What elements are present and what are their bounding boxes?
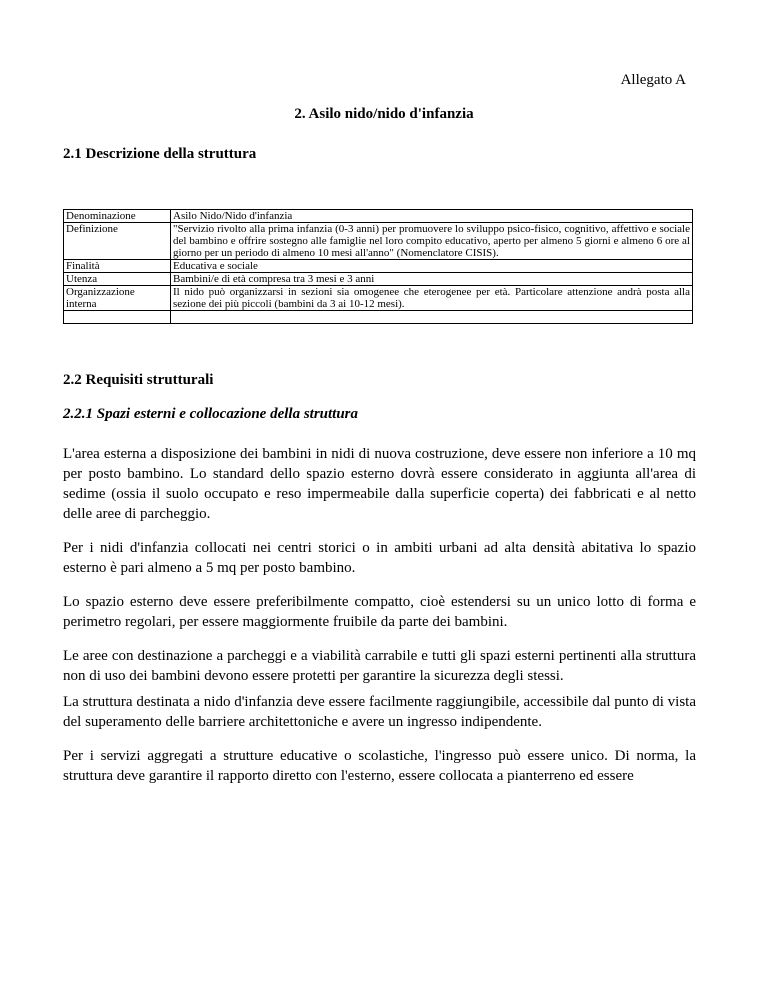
subsection-heading-2-2-1: 2.2.1 Spazi esterni e collocazione della struttura bbox=[63, 406, 359, 422]
table-row-empty bbox=[64, 311, 693, 324]
document-title: 2. Asilo nido/nido d'infanzia bbox=[294, 106, 474, 122]
table-row bbox=[64, 260, 693, 273]
table-key-cell bbox=[64, 311, 171, 324]
structure-description-table bbox=[63, 209, 693, 324]
paragraph: La struttura destinata a nido d'infanzia deve essere facilmente raggiungibile, accessibile dal punto di vista del superamento delle barriere architettoniche e avere un ingresso indipendente. bbox=[63, 694, 696, 730]
body-text bbox=[63, 444, 696, 800]
paragraph: L'area esterna a disposizione dei bambini in nidi di nuova costruzione, deve essere non inferiore a 10 mq per posto bambino. Lo standard dello spazio esterno dovrà essere considerato in aggiunta all'area di sedime (ossia il suolo occupato e reso impermeabile dalla superficie coperta) dei fabbricati e al netto delle aree di parcheggio. bbox=[63, 446, 696, 522]
table-row bbox=[64, 223, 693, 260]
table-row bbox=[64, 273, 693, 286]
table-row bbox=[64, 286, 693, 311]
section-heading-2-1: 2.1 Descrizione della struttura bbox=[63, 146, 257, 162]
table-value-cell: Educativa e sociale bbox=[171, 260, 693, 273]
attachment-label: Allegato A bbox=[620, 72, 686, 88]
table-key-cell: Utenza bbox=[64, 273, 171, 286]
table-value-cell: "Servizio rivolto alla prima infanzia (0-3 anni) per promuovere lo sviluppo psico-fisico, cognitivo, affettivo e sociale del bambino e offrire sostegno alle famiglie nel loro compito educativo, aperto per almeno 5 giorni e almeno 6 ore al giorno per un periodo di almeno 10 mesi all'anno" (Nomenclatore CISIS). bbox=[171, 223, 693, 260]
table-row bbox=[64, 210, 693, 223]
table-key-cell: Definizione bbox=[64, 223, 171, 260]
table-key-cell: Organizzazione interna bbox=[64, 286, 171, 311]
paragraph: Lo spazio esterno deve essere preferibilmente compatto, cioè estendersi su un unico lotto di forma e perimetro regolari, per essere maggiormente fruibile da parte dei bambini. bbox=[63, 594, 696, 630]
section-heading-2-2: 2.2 Requisiti strutturali bbox=[63, 372, 214, 388]
paragraph: Per i servizi aggregati a strutture educative o scolastiche, l'ingresso può essere unico. Di norma, la struttura deve garantire il rapporto diretto con l'esterno, essere collocata a pianterreno ed essere bbox=[63, 748, 696, 784]
table-key-cell: Denominazione bbox=[64, 210, 171, 223]
table-key-cell: Finalità bbox=[64, 260, 171, 273]
table-value-cell: Il nido può organizzarsi in sezioni sia omogenee che eterogenee per età. Particolare attenzione andrà posta alla sezione dei più piccoli (bambini da 3 ai 10-12 mesi). bbox=[171, 286, 693, 311]
table-value-cell bbox=[171, 311, 693, 324]
paragraph: Le aree con destinazione a parcheggi e a viabilità carrabile e tutti gli spazi esterni pertinenti alla struttura non di uso dei bambini devono essere protetti per garantire la sicurezza degli stessi. bbox=[63, 648, 696, 684]
table-value-cell: Bambini/e di età compresa tra 3 mesi e 3 anni bbox=[171, 273, 693, 286]
table-value-cell: Asilo Nido/Nido d'infanzia bbox=[171, 210, 693, 223]
paragraph: Per i nidi d'infanzia collocati nei centri storici o in ambiti urbani ad alta densità abitativa lo spazio esterno è pari almeno a 5 mq per posto bambino. bbox=[63, 540, 696, 576]
